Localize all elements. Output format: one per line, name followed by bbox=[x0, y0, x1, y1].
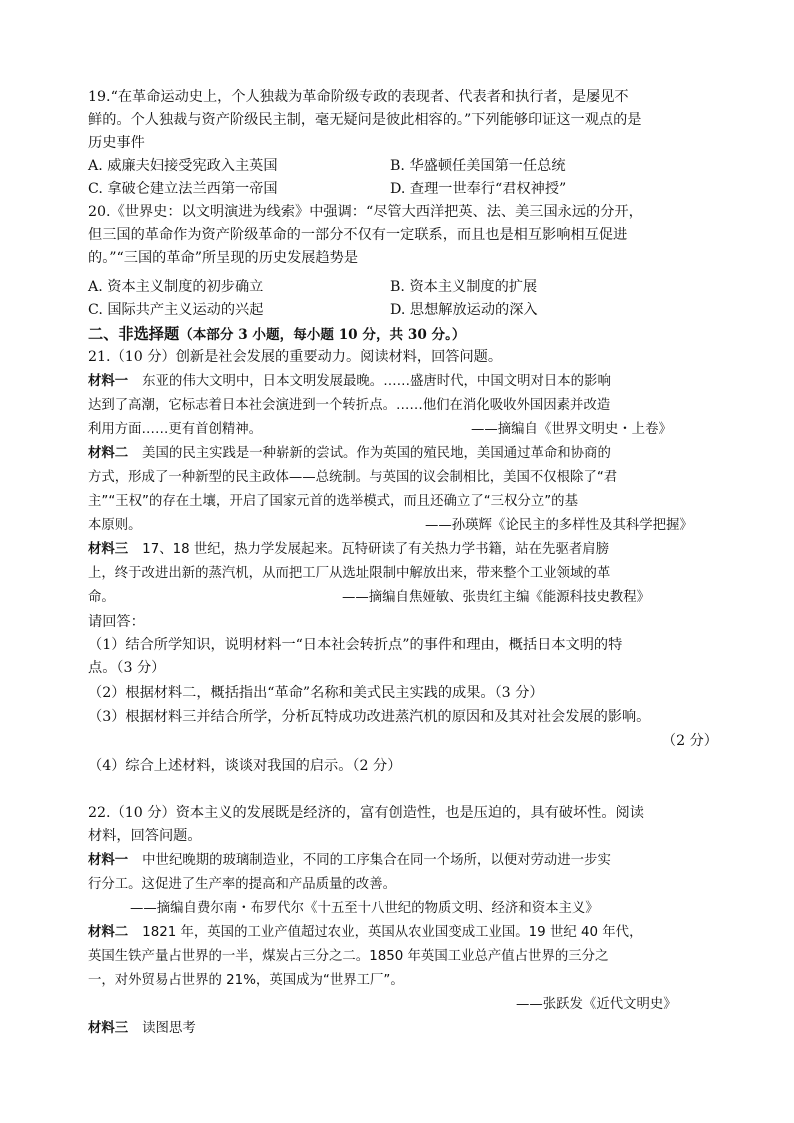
q21-sub3-score: （2 分） bbox=[661, 733, 718, 749]
q21-ask: 请回答： bbox=[88, 614, 145, 630]
q19-option-a: A. 威廉夫妇接受宪政入主英国 bbox=[88, 158, 278, 174]
q21-material2-text1: 美国的民主实践是一种崭新的尝试。作为英国的殖民地，美国通过革命和协商的 bbox=[142, 446, 611, 461]
q21-material2-label: 材料二 bbox=[88, 446, 129, 461]
q20-stem-line1: 20.《世界史：以文明演进为线索》中强调：“尽管大西洋把英、法、美三国永远的分开， bbox=[88, 204, 643, 220]
q22-material2-label: 材料二 bbox=[88, 925, 129, 940]
q22-material2-text1: 1821 年，英国的工业产值超过农业，英国从农业国变成工业国。19 世纪 40 年代， bbox=[142, 925, 643, 940]
q20-option-d: D. 思想解放运动的深入 bbox=[390, 302, 538, 318]
q21-material1-line2: 达到了高潮，它标志着日本社会演进到一个转折点。……他们在消化吸收外国因素并改造 bbox=[88, 398, 611, 413]
q22-material2-line2: 英国生铁产量占世界的一半，煤炭占三分之二。1850 年英国工业总产值占世界的三分之 bbox=[88, 949, 609, 964]
q21-sub2: （2）根据材料二，概括指出“革命”名称和美式民主实践的成果。（3 分） bbox=[88, 685, 544, 701]
q21-material3-label: 材料三 bbox=[88, 542, 129, 557]
q19-option-d: D. 查理一世奉行“君权神授” bbox=[390, 181, 567, 197]
q22-material1-line2: 行分工。这促进了生产率的提高和产品质量的改善。 bbox=[88, 877, 396, 892]
section-heading bbox=[88, 323, 466, 346]
q21-material1-text1: 东亚的伟大文明中，日本文明发展最晚。……盛唐时代，中国文明对日本的影响 bbox=[142, 374, 611, 389]
q22-material1-label: 材料一 bbox=[88, 853, 129, 868]
q21-material2-line4: 本原则。 bbox=[88, 518, 142, 533]
q22-material2-line1 bbox=[88, 922, 642, 944]
q21-sub4: （4）综合上述材料，谈谈对我国的启示。（2 分） bbox=[88, 758, 402, 774]
q19-option-c: C. 拿破仑建立法兰西第一帝国 bbox=[88, 181, 278, 197]
q21-material2-line1 bbox=[88, 443, 611, 465]
q21-material1-source: ——摘编自《世界文明史・上卷》 bbox=[471, 422, 672, 437]
section-note: （本部分 3 小题，每小题 10 分，共 30 分。） bbox=[179, 327, 466, 343]
q19-stem-line2: 鲜的。个人独裁与资产阶级民主制，毫无疑问是彼此相容的。”下列能够印证这一观点的是 bbox=[88, 112, 642, 128]
q22-material3-text: 读图思考 bbox=[142, 1021, 196, 1036]
q22-material3-label: 材料三 bbox=[88, 1021, 129, 1036]
q21-sub3: （3）根据材料三并结合所学，分析瓦特成功改进蒸汽机的原因和及其对社会发展的影响。 bbox=[88, 709, 651, 725]
q20-stem-line3: 的。”“三国的革命”所呈现的历史发展趋势是 bbox=[88, 250, 359, 266]
q22-material1-source: ——摘编自费尔南・布罗代尔《十五至十八世纪的物质文明、经济和资本主义》 bbox=[130, 901, 599, 916]
q21-material2-line2: 方式，形成了一种新型的民主政体——总统制。与英国的议会制相比，美国不仅根除了“君 bbox=[88, 470, 618, 485]
q19-option-b: B. 华盛顿任美国第一任总统 bbox=[390, 158, 566, 174]
q21-material1-line1 bbox=[88, 371, 611, 393]
q20-stem-line2: 但三国的革命作为资产阶级革命的一部分不仅有一定联系，而且也是相互影响相互促进 bbox=[88, 227, 628, 243]
q21-material3-line1 bbox=[88, 539, 609, 561]
q21-material1-line3: 利用方面……更有首创精神。 bbox=[88, 422, 263, 437]
q22-material2-line3: 一，对外贸易占世界的 21%，英国成为“世界工厂”。 bbox=[88, 973, 404, 988]
q21-sub1-line1: （1）结合所学知识，说明材料一“日本社会转折点”的事件和理由，概括日本文明的特 bbox=[88, 637, 623, 653]
q21-material2-source: ——孙瑛辉《论民主的多样性及其科学把握》 bbox=[425, 518, 693, 533]
q22-material1-line1 bbox=[88, 850, 611, 872]
q22-material1-text1: 中世纪晚期的玻璃制造业，不同的工序集合在同一个场所，以便对劳动进一步实 bbox=[142, 853, 611, 868]
q20-option-c: C. 国际共产主义运动的兴起 bbox=[88, 302, 264, 318]
q21-material3-source: ——摘编自焦娅敏、张贵红主编《能源科技史教程》 bbox=[342, 590, 650, 605]
q22-material2-source: ——张跃发《近代文明史》 bbox=[516, 997, 677, 1012]
q21-material3-line2: 上，终于改进出新的蒸汽机，从而把工厂从选址限制中解放出来，带来整个工业领域的革 bbox=[88, 566, 611, 581]
q20-option-a: A. 资本主义制度的初步确立 bbox=[88, 279, 264, 295]
q21-sub1-line2: 点。（3 分） bbox=[88, 660, 166, 676]
section-title: 二、非选择题 bbox=[88, 325, 180, 343]
q20-option-b: B. 资本主义制度的扩展 bbox=[390, 279, 538, 295]
q19-stem-line1: 19.“在革命运动史上，个人独裁为革命阶级专政的表现者、代表者和执行者，是屡见不 bbox=[88, 89, 629, 105]
q21-stem: 21.（10 分）创新是社会发展的重要动力。阅读材料，回答问题。 bbox=[88, 349, 503, 365]
q19-stem-line3: 历史事件 bbox=[88, 135, 145, 151]
q21-material3-text1: 17、18 世纪，热力学发展起来。瓦特研读了有关热力学书籍，站在先驱者肩膀 bbox=[142, 542, 610, 557]
q21-material1-label: 材料一 bbox=[88, 374, 129, 389]
q22-stem-line2: 材料，回答问题。 bbox=[88, 828, 202, 844]
q22-material3-line bbox=[88, 1018, 196, 1040]
q21-material2-line3: 主”“王权”的存在土壤，开启了国家元首的选举模式，而且还确立了“三权分立”的基 bbox=[88, 494, 578, 509]
q22-stem-line1: 22.（10 分）资本主义的发展既是经济的，富有创造性，也是压迫的，具有破坏性。阅读 bbox=[88, 805, 644, 821]
q21-material3-line3: 命。 bbox=[88, 590, 115, 605]
